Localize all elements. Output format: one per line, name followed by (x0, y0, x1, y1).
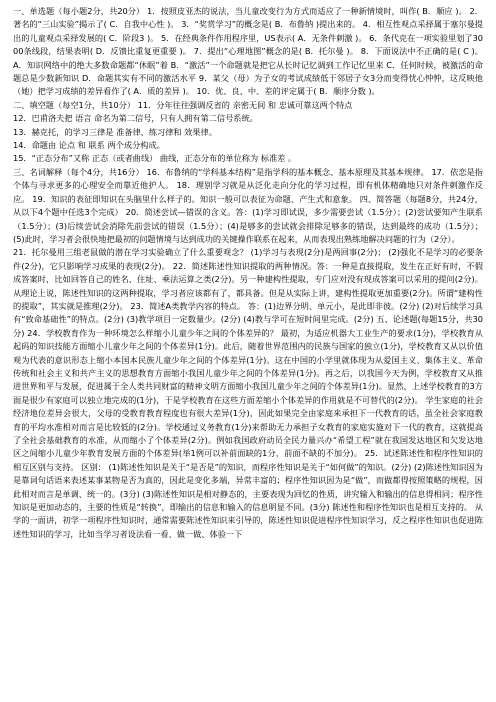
section-terms-and-short-answer: 三、名词解释（每个4分，共16分） 16．布鲁纳的“学科基本结构”是指学科的基本概念、基本原理及其基本规律。 17．依恋是指个体与寻求更多的心理安全而靠近他护人。 18．理别学习就是从泛化走向分化的学习过程，即有机体精确地只对条件刺激作反应。 19．知识的表征即知识在头脑里什么样子的。知识一般可以表征为命题、产生式和意象。 四、简答题（每题8分，共24分，从以下4个题中任选3个完成） 20．简述尝试—错误的含义。答：(1)学习即试误，多少需要尝试（1.5分）；(2)尝试要知产生联系（1.5分）；(3)后续尝试会消除先前尝试的错误（1.5分）；(4)是够多的尝试就会排除足够多的错误，达到最终的成功（1.5分）；(5)此时，学习者会很快地把最初的问题情境与达到成功的关键操作联系在起来，从而表现出熟练地解决问题的行为（2分）。 (13, 166, 483, 244)
section-fill-blank-header: 二、填空题（每空1分，共10分） 11．分年往往强调反省的 亲密无间 和 忠诚可靠这两个特点 (13, 99, 353, 110)
fill-blank-item-12: 12．巴甫洛夫把 语言 命名为第二信号，只有人拥有第二信号系统。 (13, 113, 258, 124)
section-short-answer-and-essay: 21．托尔曼用三组老鼠做的潜在学习实验确立了什么重要观念？ (1)学习与表现(2分)是两回事(2分)； (2)强化不是学习的必要条件(2分)，它只影响学习成果的表现(2分)。 22．简述陈述性知识提取的两种情况。答：一种是直接提取，发生在正好有时，不假成答案时，比如回答自己的姓名、住址、乘法运算之类(2分)。另一种建构性提取，专门应对没有现成答案可以采用的提问(2分)。从理论上说，陈述性知识的这两种提取，学习者应该都有了，都具备。但是从实际上讲，建构性提取更加重要(2分)。所谓“建构性的提取”，其实就是推理(2分)。 23．简述A类教学内容的特点。 答：(1)边界分明、单元小，是此即非彼。(2分) (2)对后续学习具有“致命基础性”的特点。(2分) (3)教学项目一定数量少。(2分) (4)教与学可在短时间里完成。(2分) 五、论述题(每题15分，共30分) 24．学校教育作为一种环境怎么样缩小儿童少年之间的个体差异的？ 最初，为适应机器大工业生产的要求(1分)，学校教育从起码的知识技能方面缩小儿童少年之间的个体差异(1分)。此后，随着世界范围内的民族与国家的独立(1分)，学校教育又从以价值观为代表的意识形态上缩小本国本民族儿童少年之间的个体差异(1分)。这在中国的小学里就体现为从爱国主义、集体主义、革命传统和社会主义和共产主义的思想教育方面缩小我国儿童少年之间的个体差异(1分)。再之后，以我国今天为例，学校教育又从推进世界和平与发展，促进属于全人类共同财富的精神文明方面缩小我国儿童少年之间的个体差异(1分)。显然，上述学校教育的3方面是很少有家庭可以独立地完成的(1分)，于是学校教育在这些方面差缩小个体差异的作用就是不可替代的(2分)。 学生家庭的社会经济地位差异会很大，父母的受教育教育程度也有很大差异(1分)，因此如果完全由家庭来承担下一代教育的话，虽全社会家庭教育的平均水准相对而言是比较低的(2分)。学校通过义务教育(1分)来帮助无力承担子女教育的家庭实施对下一代的教育，这就提高了全社会基础教育的水准，从而缩小了个体差异(2分)。例如我国政府动员全民力量兴办“希望工程”就在我国发达地区和欠发达地区之间缩小儿童少年教育发展方面的个体差异(举1例可以补前面缺的1分，前面不缺的不加分)。 25．试述陈述性和程序性知识的相互区别与支持。 区别： (1)陈述性知识是关于“是否是”的知识，而程序性知识是关于“如何做”的知识。(2分) (2)陈述性知识因为是靠词句话语来表述某事某物是否为真的，因此是变化多端，异常丰富的；程序性知识因为是“做”，而做都得按照策略的规程，因此相对而言是单调、统一的。(3分) (3)陈述性知识是相对静态的，主要表现为回忆的性质，讲究输入和输出的信息得相同；程序性知识是更加动态的，主要的性质是“转换”，即输出的信息和输入的信息明显不同。(3分) 陈述性和程序性知识也是相互支持的。 从学的一面讲，初学一项程序性知识时，通常需要陈述性知识来引导的，陈述性知识促进程序性知识学习，反之程序性知识也促进陈述性知识的学习，比如当学习者设法看一看、做一做、体验一下 (13, 247, 483, 539)
section-single-choice: 一、单选题（每小题2分，共20分） 1．按照皮亚杰的说法，当儿童改变行为方式而适应了一种新情境时，叫作( B．顺应 )。 2．著名的“三山实验”揭示了( C．自我中心性 )。 3．“奖赏学习”的概念是( B．布鲁纳 )提出来的。 4．相互性观点采择属于塞尔曼提出的儿童观点采择发展的( C．阶段3 )。 5．在经典条件作用程序里，US表示( A．无条件刺激 )。 6．条代克在一项实验里划了3000条线段，结果表明( D．反馈比重复更重要 )。 7．提出“心理地图”概念的是( B．托尔曼 )。 8．下面说法中不正确的是( C )。 A．知识网络中的绝大多数命题都“休眠”着 B．“激活”一个命题就是把它从长时记忆调到工作记忆里来 C．任何时候，被激活的命题总是少数新知识 D．命题其实有不同的激活水平 9．某父（母）为子女的考试成绩低于邻居子女3分而变得忧心忡忡，这反映他（她）把学习成绩的差异看作了( A．质的差异 )。 10．优、良、中、差的评定属于( B．顺序分数 )。 (13, 6, 483, 97)
fill-blank-item-13: 13．赫克托，的学习三律是 准备律、练习律和 效果律。 (13, 126, 217, 137)
fill-blank-item-14: 14．命题由 论点 和 联系 两个成分构成。 (13, 140, 165, 151)
fill-blank-item-15: 15．“正态分布”又称 正态（或者曲线） 曲线，正态分布的单位称为 标准差 。 (13, 153, 297, 164)
